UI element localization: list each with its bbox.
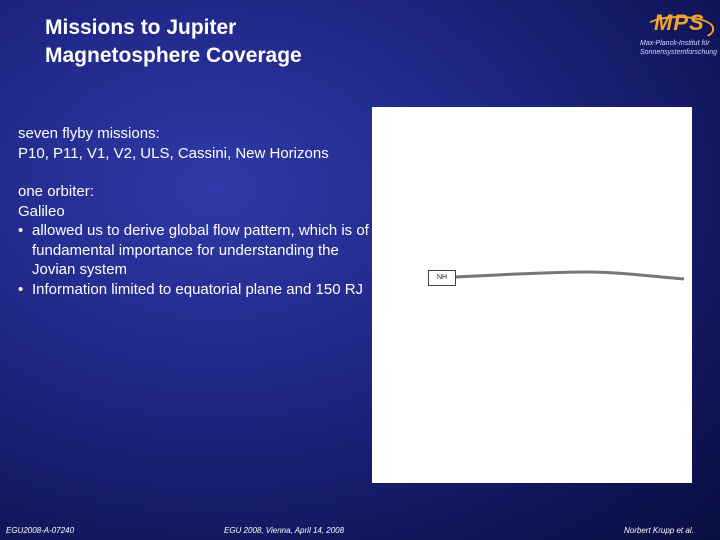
logo-subtitle bbox=[640, 39, 717, 57]
footer-center: EGU 2008, Vienna, April 14, 2008 bbox=[224, 526, 345, 535]
logo-subtitle-line-1: Max-Planck-Institut für bbox=[640, 40, 710, 47]
nh-label: NH bbox=[428, 270, 456, 286]
bullet-dot-icon: • bbox=[18, 222, 24, 239]
logo-text: MPS bbox=[654, 10, 705, 35]
slide-title bbox=[45, 14, 302, 70]
orbiter-block bbox=[18, 182, 370, 299]
flyby-heading: seven flyby missions: bbox=[18, 125, 160, 142]
bullet-text: allowed us to derive global flow pattern, which is of fundamental importance for understanding the Jovian system bbox=[32, 222, 369, 278]
trajectory-plot bbox=[372, 107, 692, 483]
footer-right: Norbert Krupp et al. bbox=[624, 526, 694, 535]
slide-body bbox=[18, 124, 370, 299]
bullet-dot-icon: • bbox=[18, 280, 24, 298]
bullet-item bbox=[18, 280, 370, 300]
new-horizons-trajectory bbox=[456, 272, 684, 279]
logo-subtitle-line-2: Sonnensystemforschung bbox=[640, 49, 718, 56]
title-line-1: Missions to Jupiter bbox=[45, 16, 237, 39]
bullet-text: Information limited to equatorial plane and 150 RJ bbox=[32, 280, 364, 298]
orbiter-heading: one orbiter: bbox=[18, 183, 94, 200]
footer-left: EGU2008-A-07240 bbox=[6, 526, 75, 535]
flyby-list: P10, P11, V1, V2, ULS, Cassini, New Horizons bbox=[18, 144, 329, 162]
orbiter-name: Galileo bbox=[18, 202, 65, 220]
title-line-2: Magnetosphere Coverage bbox=[45, 44, 302, 67]
mps-logo bbox=[636, 10, 718, 68]
trajectory-figure bbox=[372, 107, 692, 483]
bullet-item bbox=[18, 221, 370, 280]
